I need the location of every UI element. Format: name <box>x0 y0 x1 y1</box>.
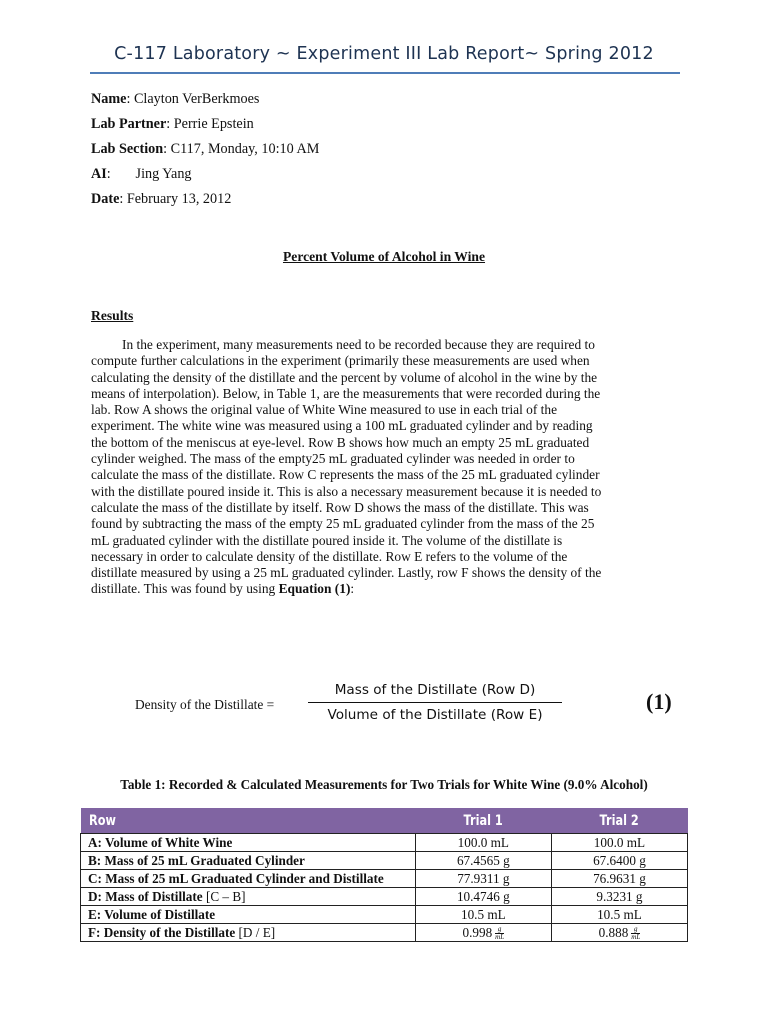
results-heading: Results <box>91 308 134 323</box>
row-label-text: F: Density of the Distillate <box>88 925 236 941</box>
table-row <box>81 870 688 888</box>
section-title: Percent Volume of Alcohol in Wine <box>282 249 486 264</box>
table-row <box>81 888 688 906</box>
equation-number: (1) <box>646 689 672 714</box>
lab-partner-value: : Perrie Epstein <box>166 116 254 132</box>
equation-numerator: Mass of the Distillate (Row D) <box>334 682 536 698</box>
trial-1-value: 77.9311 g <box>415 870 551 888</box>
unit-denominator: mL <box>631 933 641 942</box>
ai-label: AI <box>91 166 107 182</box>
paragraph-line: calculate the mass of the distillate by itself. Row D shows the mass of the distillate. This was <box>91 499 589 515</box>
table-row <box>81 906 688 924</box>
header-divider <box>90 72 680 74</box>
name-value: : Clayton VerBerkmoes <box>126 91 260 107</box>
paragraph-line: experiment. The white wine was measured using a 100 mL graduated cylinder and by reading <box>91 418 593 434</box>
table-row <box>81 834 688 852</box>
density-fraction <box>306 682 564 723</box>
equation-reference: Equation (1) <box>278 581 351 597</box>
measurements-table <box>80 808 688 942</box>
paragraph-line: with the distillate poured inside it. This is also a necessary measurement because it is needed to <box>91 483 602 499</box>
trial-2-value: 100.0 mL <box>551 834 687 852</box>
row-label <box>81 834 416 852</box>
trial-2-value: 67.6400 g <box>551 852 687 870</box>
lab-section-line <box>91 141 319 158</box>
header-trial-1 <box>415 808 551 834</box>
row-label <box>81 906 416 924</box>
trial-1-value: 10.4746 g <box>415 888 551 906</box>
trial-1-value: 10.5 mL <box>415 906 551 924</box>
report-title: C-117 Laboratory ~ Experiment III Lab Report~ Spring 2012 <box>114 44 654 64</box>
unit-numerator: g <box>495 926 504 934</box>
header-row-text: Row <box>88 812 116 829</box>
header-trial-2-text: Trial 2 <box>599 812 640 829</box>
unit-denominator: mL <box>495 933 505 942</box>
equation-label: Density of the Distillate = <box>135 697 275 712</box>
ai-value: : Jing Yang <box>106 166 192 182</box>
paragraph-last-line <box>91 581 684 597</box>
paragraph-line: In the experiment, many measurements need to be recorded because they are required to <box>122 337 595 352</box>
row-label <box>81 924 416 942</box>
trial-2-value: 9.3231 g <box>551 888 687 906</box>
paragraph-line: found by subtracting the mass of the empty 25 mL graduated cylinder from the mass of the 25 <box>91 516 595 532</box>
date-line <box>91 191 231 208</box>
row-label-text: C: Mass of 25 mL Graduated Cylinder and Distillate <box>88 871 384 886</box>
paragraph-line: compute further calculations in the experiment (primarily these measurements are used when <box>91 353 590 369</box>
row-formula: [C – B] <box>202 889 246 904</box>
trial-1-value: 67.4565 g <box>415 852 551 870</box>
density-value: 0.888 <box>598 925 629 940</box>
row-label <box>81 888 416 906</box>
lab-partner-line <box>91 116 254 133</box>
paragraph-line: lab. Row A shows the original value of White Wine measured to use in each trial of the <box>91 402 558 418</box>
row-label-text: D: Mass of Distillate <box>88 889 203 904</box>
date-value: : February 13, 2012 <box>119 191 232 207</box>
density-unit <box>631 926 640 941</box>
paragraph-line: distillate measured by using a 25 mL graduated cylinder. Lastly, row F shows the density of the <box>91 565 602 581</box>
row-label <box>81 852 416 870</box>
paragraph-line: mL graduated cylinder with the distillate poured inside it. The volume of the distillate is <box>91 532 563 548</box>
row-label-text: E: Volume of Distillate <box>88 907 216 922</box>
density-unit <box>495 926 504 941</box>
density-value: 0.998 <box>462 925 493 940</box>
trial-2-value <box>551 924 687 942</box>
header-trial-1-text: Trial 1 <box>463 812 503 829</box>
paragraph-line: cylinder weighed. The mass of the empty25 mL graduated cylinder was needed in order to <box>91 451 575 467</box>
lab-section-label: Lab Section <box>91 141 164 157</box>
paragraph-line: the bottom of the meniscus at eye-level. Row B shows how much an empty 25 mL graduated <box>91 434 590 450</box>
unit-numerator: g <box>631 926 640 934</box>
trial-2-value: 76.9631 g <box>551 870 687 888</box>
trial-1-value: 100.0 mL <box>415 834 551 852</box>
paragraph-line: calculating the density of the distillate and the percent by volume of alcohol in the wine by the <box>91 369 598 385</box>
table-row <box>81 924 688 942</box>
trial-1-value <box>415 924 551 942</box>
lab-partner-label: Lab Partner <box>91 116 167 132</box>
header-row <box>81 808 416 834</box>
name-label: Name <box>91 91 127 107</box>
paragraph-line: necessary in order to calculate density of the distillate. Row E refers to the volume of the <box>91 548 568 564</box>
last-line-suffix: : <box>350 581 355 597</box>
trial-2-value: 10.5 mL <box>551 906 687 924</box>
paragraph-line: means of interpolation). Below, in Table 1, are the measurements that were recorded during the <box>91 385 601 401</box>
row-formula: [D / E] <box>235 925 276 941</box>
row-label-text: A: Volume of White Wine <box>88 835 233 850</box>
results-paragraph <box>91 337 684 598</box>
header-trial-2 <box>551 808 687 834</box>
paragraph-line: calculate the mass of the distillate. Row C represents the mass of the 25 mL graduated cylinder <box>91 467 600 483</box>
table-header-row <box>81 808 688 834</box>
equation-denominator: Volume of the Distillate (Row E) <box>327 707 543 723</box>
lab-section-value: : C117, Monday, 10:10 AM <box>163 141 320 157</box>
row-label-text: B: Mass of 25 mL Graduated Cylinder <box>88 853 305 868</box>
name-line <box>91 91 259 108</box>
table-caption: Table 1: Recorded & Calculated Measurements for Two Trials for White Wine (9.0% Alcohol) <box>120 777 648 792</box>
row-label <box>81 870 416 888</box>
table-row <box>81 852 688 870</box>
date-label: Date <box>91 191 120 207</box>
last-line-prefix: distillate. This was found by using <box>91 581 279 597</box>
ai-line <box>91 166 192 183</box>
